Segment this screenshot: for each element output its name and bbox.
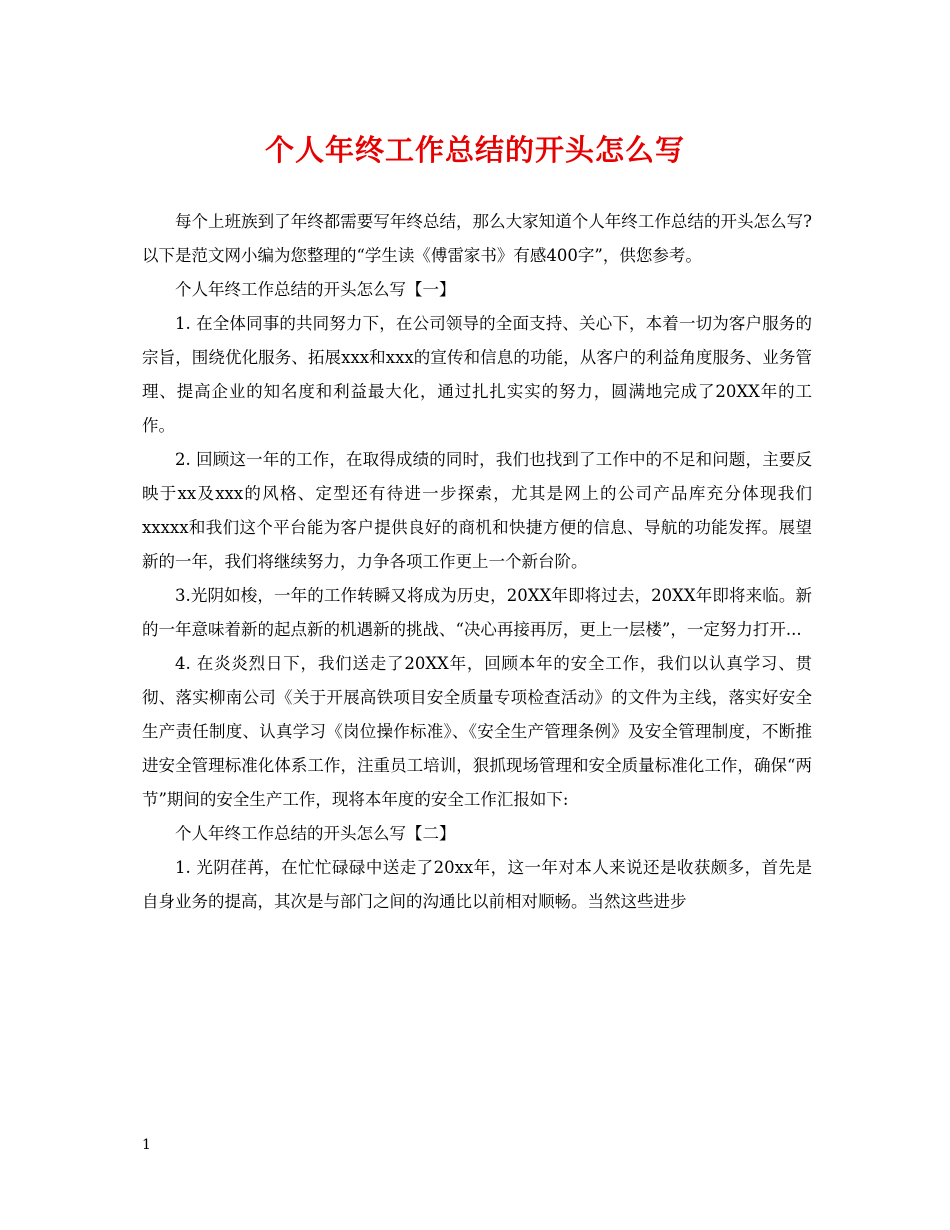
section-heading-2: 个人年终工作总结的开头怎么写【二】 (175, 824, 456, 843)
paragraph-2-1: 1. 光阴荏苒，在忙忙碌碌中送走了20xx年，这一年对本人来说还是收获颇多，首先是自身业务的提高，其次是与部门之间的沟通比以前相对顺畅。当然这些进步 (142, 858, 812, 911)
document-title: 个人年终工作总结的开头怎么写 (264, 133, 685, 167)
section-heading-1: 个人年终工作总结的开头怎么写【一】 (175, 280, 456, 299)
paragraph-1-2: 2. 回顾这一年的工作，在取得成绩的同时，我们也找到了工作中的不足和问题，主要反映于xx及xxx的风格、定型还有待进一步探索，尤其是网上的公司产品库充分体现我们xxxxx和我们这个平台能为客户提供良好的商机和快捷方便的信息、导航的功能发挥。展望新的一年，我们将继续努力，力争各项工作更上一个新台阶。 (142, 450, 812, 571)
paragraph-1-1: 1. 在全体同事的共同努力下，在公司领导的全面支持、关心下，本着一切为客户服务的宗旨，围绕优化服务、拓展xxx和xxx的宣传和信息的功能，从客户的利益角度服务、业务管理、提高企业的知名度和利益最大化，通过扎扎实实的努力，圆满地完成了20XX年的工作。 (142, 314, 812, 435)
paragraph-1-3: 3.光阴如梭，一年的工作转瞬又将成为历史，20XX年即将过去，20XX年即将来临。新的一年意味着新的起点新的机遇新的挑战、“决心再接再厉，更上一层楼”，一定努力打开... (142, 586, 812, 639)
paragraph-1-4: 4. 在炎炎烈日下，我们送走了20XX年，回顾本年的安全工作，我们以认真学习、贯彻、落实柳南公司《关于开展高铁项目安全质量专项检查活动》的文件为主线，落实好安全生产责任制度、认真学习《岗位操作标准》、《安全生产管理条例》及安全管理制度，不断推进安全管理标准化体系工作，注重员工培训，狠抓现场管理和安全质量标准化工作，确保“两节”期间的安全生产工作，现将本年度的安全工作汇报如下: (142, 654, 812, 809)
intro-paragraph: 每个上班族到了年终都需要写年终总结，那么大家知道个人年终工作总结的开头怎么写?以下是范文网小编为您整理的“学生读《傅雷家书》有感400字”，供您参考。 (142, 212, 812, 265)
document-body (142, 205, 812, 919)
page-number: 1 (142, 1137, 151, 1153)
